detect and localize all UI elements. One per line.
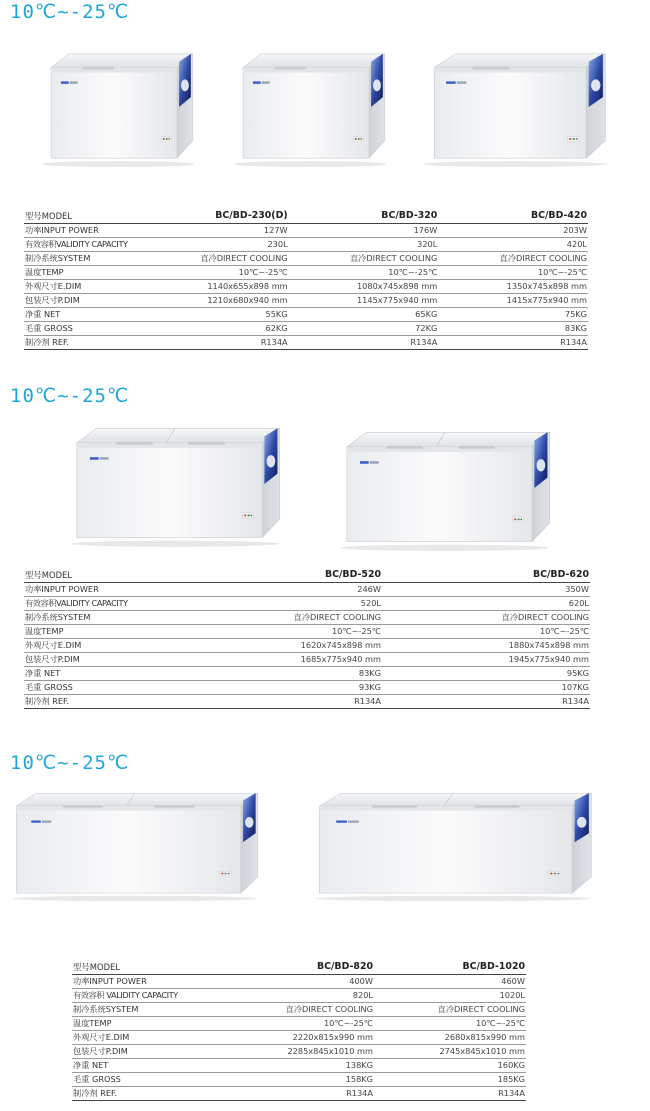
table-row [72,962,526,975]
model-name: BC/BD-230(D) [139,211,289,224]
freezer-image [226,42,394,170]
table-row [24,294,588,308]
spec-value: 直冷DIRECT COOLING [222,1003,374,1017]
table-row [72,1045,526,1059]
row-label: 功率INPUT POWER [24,224,139,238]
spec-value: 直冷DIRECT COOLING [289,252,439,266]
spec-value: 95KG [382,667,590,681]
spec-value: 10℃~-25℃ [289,266,439,280]
row-label: 外观尺寸E.DIM [72,1031,222,1045]
row-label: 温度TEMP [72,1017,222,1031]
row-label: 功率INPUT POWER [72,975,222,989]
spec-value: 1880x745x898 mm [382,639,590,653]
table-row [72,1087,526,1101]
spec-value: 10℃~-25℃ [382,625,590,639]
table-row [24,224,588,238]
spec-value: 62KG [139,322,289,336]
temperature-heading: 10℃~-25℃ [10,385,130,407]
row-label: 功率INPUT POWER [24,583,174,597]
row-label: 有效容积VALIDITY CAPACITY [24,238,139,252]
row-label: 毛重 GROSS [24,681,174,695]
freezer-image [66,418,284,552]
freezer-image [420,42,610,170]
spec-value: R134A [174,695,382,709]
spec-value: 420L [438,238,588,252]
table-row [24,625,590,639]
table-row [24,308,588,322]
spec-value: 83KG [174,667,382,681]
table-row [24,336,588,350]
spec-value: 620L [382,597,590,611]
row-label: 型号MODEL [24,570,174,583]
spec-value: 1350x745x898 mm [438,280,588,294]
spec-value: R134A [222,1087,374,1101]
table-row [72,975,526,989]
spec-value: 1415x775x940 mm [438,294,588,308]
spec-table [72,962,526,1101]
spec-value: 158KG [222,1073,374,1087]
row-label: 制冷剂 REF. [72,1087,222,1101]
spec-value: 2745x845x1010 mm [374,1045,526,1059]
spec-value: 185KG [374,1073,526,1087]
table-row [24,570,590,583]
spec-value: 10℃~-25℃ [374,1017,526,1031]
spec-value: 83KG [438,322,588,336]
freezer-image [34,42,202,170]
spec-value: 1945x775x940 mm [382,653,590,667]
spec-value: 230L [139,238,289,252]
table-row [24,211,588,224]
spec-value: 72KG [289,322,439,336]
model-name: BC/BD-1020 [374,962,526,975]
spec-value: R134A [438,336,588,350]
spec-value: 460W [374,975,526,989]
row-label: 制冷剂 REF. [24,695,174,709]
row-label: 有效容积 VALIDITY CAPACITY [72,989,222,1003]
spec-value: 320L [289,238,439,252]
spec-value: 107KG [382,681,590,695]
spec-value: 10℃~-25℃ [438,266,588,280]
spec-value: 1685x775x940 mm [174,653,382,667]
spec-value: 65KG [289,308,439,322]
spec-value: 1020L [374,989,526,1003]
row-label: 温度TEMP [24,266,139,280]
spec-value: 直冷DIRECT COOLING [438,252,588,266]
spec-value: 138KG [222,1059,374,1073]
spec-value: 1080x745x898 mm [289,280,439,294]
spec-value: 1145x775x940 mm [289,294,439,308]
spec-value: 直冷DIRECT COOLING [139,252,289,266]
spec-table [24,570,590,709]
row-label: 毛重 GROSS [72,1073,222,1087]
spec-value: 176W [289,224,439,238]
row-label: 外观尺寸E.DIM [24,639,174,653]
table-row [24,639,590,653]
row-label: 温度TEMP [24,625,174,639]
table-row [72,1073,526,1087]
temperature-heading: 10℃~-25℃ [10,1,130,23]
table-row [24,252,588,266]
spec-value: 10℃~-25℃ [174,625,382,639]
table-row [72,1017,526,1031]
row-label: 毛重 GROSS [24,322,139,336]
row-label: 净重 NET [72,1059,222,1073]
spec-value: 2220x815x990 mm [222,1031,374,1045]
row-label: 制冷系统SYSTEM [72,1003,222,1017]
row-label: 制冷剂 REF. [24,336,139,350]
table-row [24,695,590,709]
table-row [24,681,590,695]
model-name: BC/BD-620 [382,570,590,583]
table-row [24,322,588,336]
spec-value: 直冷DIRECT COOLING [374,1003,526,1017]
spec-value: 350W [382,583,590,597]
spec-value: 10℃~-25℃ [222,1017,374,1031]
spec-table [24,211,588,350]
spec-value: 127W [139,224,289,238]
freezer-image [310,786,596,904]
table-row [72,1003,526,1017]
temperature-heading: 10℃~-25℃ [10,752,130,774]
spec-value: 160KG [374,1059,526,1073]
table-row [24,583,590,597]
freezer-image [8,786,262,904]
table-row [72,1059,526,1073]
table-row [24,597,590,611]
spec-value: R134A [382,695,590,709]
spec-value: 1620x745x898 mm [174,639,382,653]
row-label: 包装尺寸P.DIM [24,653,174,667]
row-label: 净重 NET [24,308,139,322]
table-row [24,280,588,294]
row-label: 型号MODEL [72,962,222,975]
spec-value: R134A [289,336,439,350]
spec-value: 55KG [139,308,289,322]
spec-value: R134A [139,336,289,350]
row-label: 有效容积VALIDITY CAPACITY [24,597,174,611]
spec-value: 520L [174,597,382,611]
spec-value: 2285x845x1010 mm [222,1045,374,1059]
table-row [24,238,588,252]
spec-value: 820L [222,989,374,1003]
spec-value: 1140x655x898 mm [139,280,289,294]
spec-value: R134A [374,1087,526,1101]
freezer-image [336,422,554,556]
model-name: BC/BD-320 [289,211,439,224]
table-row [72,1031,526,1045]
spec-value: 直冷DIRECT COOLING [174,611,382,625]
spec-value: 2680x815x990 mm [374,1031,526,1045]
row-label: 型号MODEL [24,211,139,224]
row-label: 包装尺寸P.DIM [24,294,139,308]
row-label: 净重 NET [24,667,174,681]
spec-value: 直冷DIRECT COOLING [382,611,590,625]
spec-value: 400W [222,975,374,989]
spec-value: 1210x680x940 mm [139,294,289,308]
spec-value: 246W [174,583,382,597]
table-row [24,266,588,280]
row-label: 外观尺寸E.DIM [24,280,139,294]
spec-value: 93KG [174,681,382,695]
table-row [24,611,590,625]
model-name: BC/BD-820 [222,962,374,975]
table-row [24,653,590,667]
spec-value: 203W [438,224,588,238]
table-row [72,989,526,1003]
model-name: BC/BD-520 [174,570,382,583]
row-label: 包装尺寸P.DIM [72,1045,222,1059]
row-label: 制冷系统SYSTEM [24,611,174,625]
spec-value: 75KG [438,308,588,322]
model-name: BC/BD-420 [438,211,588,224]
row-label: 制冷系统SYSTEM [24,252,139,266]
spec-value: 10℃~-25℃ [139,266,289,280]
table-row [24,667,590,681]
